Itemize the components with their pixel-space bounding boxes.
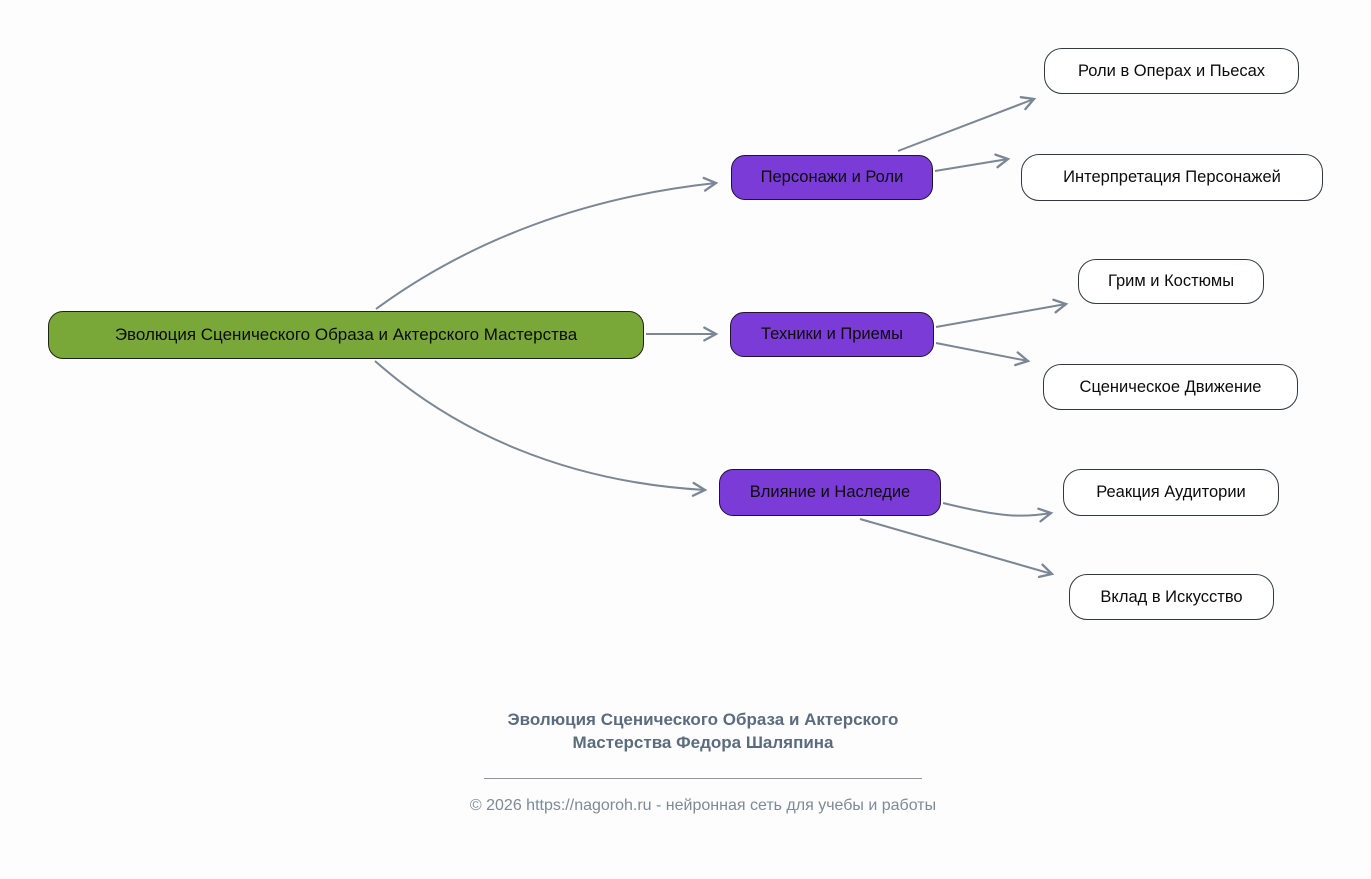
edge-influence-to-audience-reaction (943, 503, 1051, 516)
edge-influence-to-contribution (860, 519, 1052, 574)
edge-root-to-characters-and-roles (376, 183, 716, 309)
footer-copyright: © 2026 https://nagoroh.ru - нейронная сеть для учебы и работы (469, 797, 937, 814)
leaf-stage-movement[interactable]: Сценическое Движение (1043, 364, 1298, 410)
edge-techniques-to-stage-movement (936, 343, 1028, 361)
edge-characters-to-interpretation (935, 159, 1008, 171)
branch-characters-and-roles[interactable]: Персонажи и Роли (731, 155, 933, 200)
edge-techniques-to-makeup-costumes (936, 304, 1066, 327)
footer (368, 708, 1038, 815)
branch-techniques-and-methods[interactable]: Техники и Приемы (730, 312, 934, 357)
leaf-contribution-to-art[interactable]: Вклад в Искусство (1069, 574, 1274, 620)
footer-divider (484, 778, 922, 779)
leaf-audience-reaction[interactable]: Реакция Аудитории (1063, 469, 1279, 516)
edge-characters-to-roles-in-operas (898, 99, 1034, 151)
footer-title-line2: Мастерства Федора Шаляпина (572, 733, 834, 752)
root-node[interactable]: Эволюция Сценического Образа и Актерского Мастерства (48, 311, 644, 359)
leaf-character-interpretation[interactable]: Интерпретация Персонажей (1021, 154, 1323, 201)
footer-title-line1: Эволюция Сценического Образа и Актерского (507, 710, 899, 729)
branch-influence-and-legacy[interactable]: Влияние и Наследие (719, 469, 941, 516)
edge-root-to-influence-and-legacy (375, 361, 705, 490)
leaf-makeup-and-costumes[interactable]: Грим и Костюмы (1078, 259, 1264, 304)
leaf-roles-in-operas-and-plays[interactable]: Роли в Операх и Пьесах (1044, 48, 1299, 94)
